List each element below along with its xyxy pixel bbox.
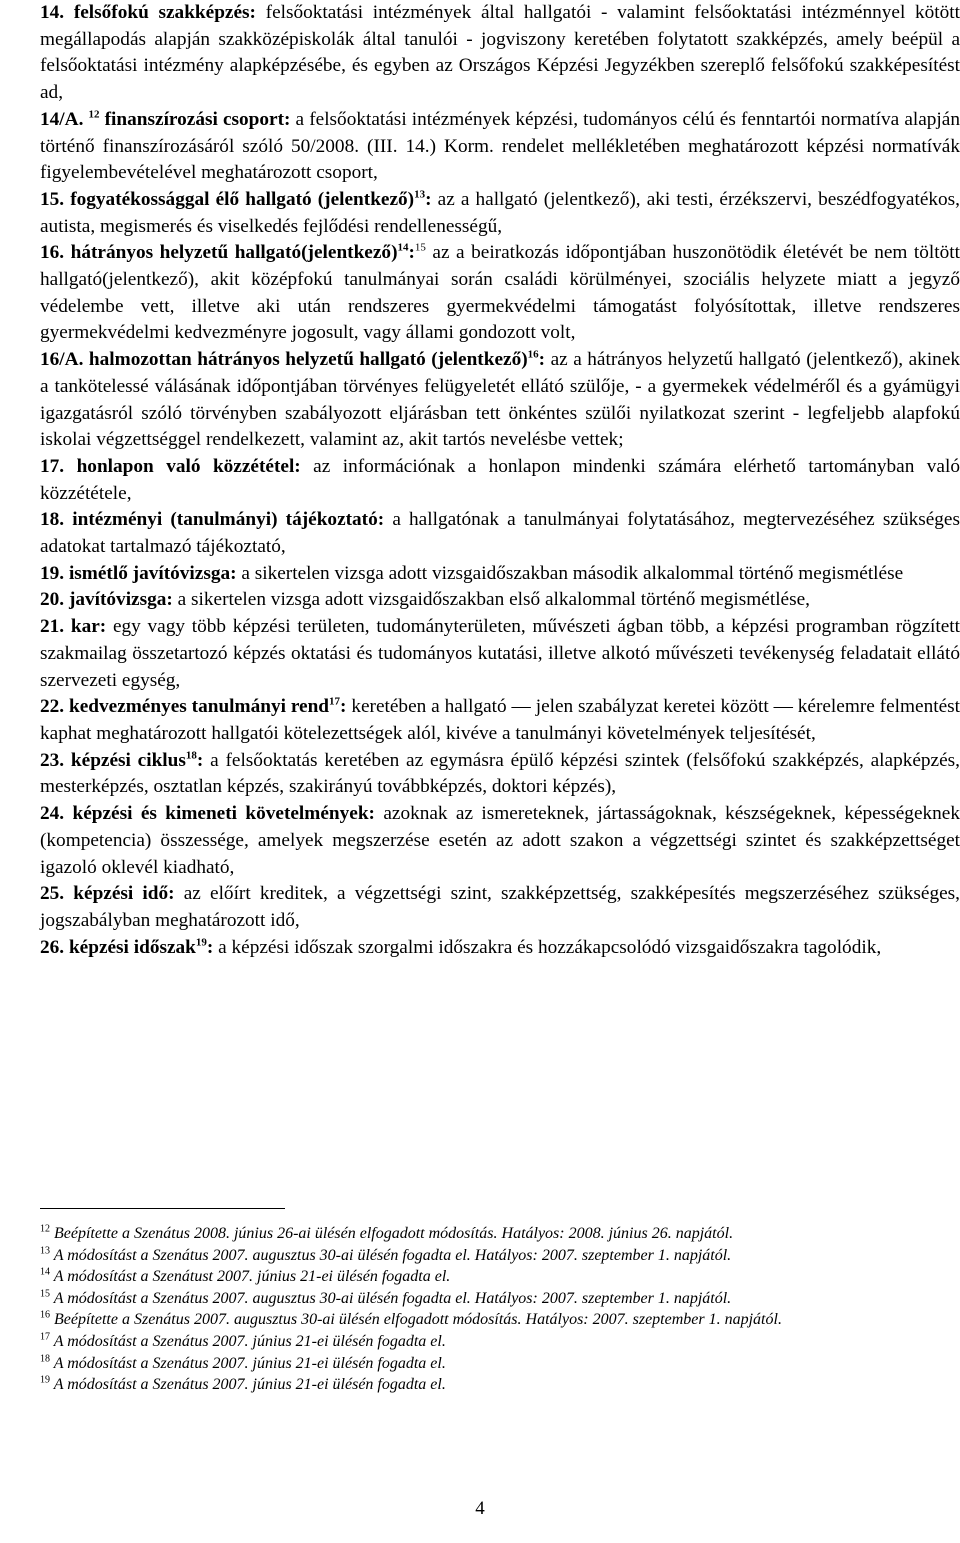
term-label: kedvezményes tanulmányi rend — [68, 696, 330, 718]
definition-entry — [40, 507, 960, 560]
term-label: ismétlő javítóvizsga: — [68, 562, 237, 584]
term-separator: : — [538, 349, 546, 371]
term-label: hátrányos helyzetű hallgató(jelentkező) — [70, 242, 398, 264]
definition-entry — [40, 935, 960, 962]
term-separator: : — [340, 696, 347, 718]
definition-entry — [40, 187, 960, 240]
definition-text: felsőoktatási intézmények által hallgatói - valamint felsőoktatási intézménnyel kötött megállapodás alapján szakközépiskolák által tanulói - jogviszony keretében folytatott szakképzés, amely beépül a felsőoktatási intézmény alapképzésébe, és egyben az Országos Képzési Jegyzékben szereplő felsőfokú szakképesítést ad, — [40, 2, 960, 104]
footnote-number: 15 — [40, 1288, 50, 1300]
definition-number: 17. — [40, 455, 65, 477]
definition-entry — [40, 240, 960, 347]
footnote-number: 19 — [40, 1374, 50, 1386]
footnote-text: A módosítást a Szenátus 2007. június 21-ei ülésén fogadta el. — [53, 1354, 446, 1372]
footnote-number: 17 — [40, 1331, 50, 1343]
footnote-ref: 13 — [414, 188, 426, 201]
term-separator: : — [408, 242, 415, 264]
definition-term — [40, 750, 203, 771]
definition-text: az előírt kreditek, a végzettségi szint, szakképzettség, szakképesítés megszerzéséhez szükséges, jogszabályban meghatározott idő, — [40, 883, 960, 931]
definition-number: 25. — [40, 883, 65, 905]
page-number: 4 — [475, 1498, 485, 1519]
footnote-ref: 14 — [397, 241, 409, 254]
definition-entry — [40, 694, 960, 747]
definition-entry — [40, 801, 960, 881]
definition-text: az a hátrányos helyzetű hallgató (jelentkező), akinek a tankötelessé válásának időpontjában törvényes felügyeletét ellátó szülője, - a gyermekek védelméről és a gyámügyi igazgatásról szóló törvényben szabályozott eljárásban tett önkéntes szülői nyilatkozat szerint - legfeljebb alapfokú iskolai végzettséggel rendelkezett, valamint az, akit tartós nevelésbe vettek; — [40, 349, 960, 451]
definition-text: egy vagy több képzési területen, tudományterületen, művészeti ágban több, a képzési programban rögzített szakmailag összetartozó képzés oktatási és tudományos kutatási, illetve alkotó művészeti tevékenység feladatait ellátó szervezeti egység, — [40, 616, 960, 691]
footnote-ref: 12 — [88, 108, 100, 121]
term-label: intézményi (tanulmányi) tájékoztató: — [72, 509, 385, 531]
definition-term — [40, 563, 237, 584]
definitions-list — [40, 0, 960, 961]
definition-number: 22. — [40, 696, 65, 718]
term-label: fogyatékossággal élő hallgató (jelentkező) — [70, 188, 415, 210]
footnote-ref: 18 — [185, 749, 197, 762]
term-separator: : — [425, 188, 432, 210]
footnotes-list — [40, 1223, 958, 1396]
definition-text: a hallgatónak a tanulmányai folytatásához, megtervezéséhez szükséges adatokat tartalmazó tájékoztató, — [40, 509, 960, 558]
definition-number: 16. — [40, 242, 65, 264]
definition-text: az a hallgató (jelentkező), aki testi, érzékszervi, beszédfogyatékos, autista, megismerés és viselkedés fejlődési rendellenességű, — [40, 188, 960, 237]
definition-term — [40, 242, 415, 263]
footnote — [40, 1353, 958, 1375]
footnote — [40, 1223, 958, 1245]
term-label: képzési időszak — [68, 936, 196, 958]
definition-term — [40, 456, 301, 477]
term-label: képzési idő: — [73, 883, 175, 905]
footnote-text: A módosítást a Szenátust 2007. június 21-ei ülésén fogadta el. — [53, 1268, 451, 1286]
definition-term — [40, 883, 175, 904]
footnote — [40, 1288, 958, 1310]
definition-entry — [40, 748, 960, 801]
footnote-text: Beépítette a Szenátus 2007. augusztus 30-ai ülésén elfogadott módosítás. Hatályos: 2007. szeptember 1. napjától. — [54, 1311, 782, 1329]
definition-number: 14/A. — [40, 108, 84, 130]
definition-text: a sikertelen vizsga adott vizsgaidőszakban első alkalommal történő megismétlése, — [172, 589, 810, 611]
definition-number: 20. — [40, 589, 65, 611]
definition-term — [40, 616, 106, 637]
definition-entry — [40, 454, 960, 507]
footnote-ref: 17 — [329, 695, 341, 708]
term-label: finanszírozási csoport: — [104, 108, 291, 130]
definition-number: 24. — [40, 803, 65, 825]
footnote-ref: 15 — [414, 241, 426, 254]
definition-term — [40, 2, 256, 23]
definition-term — [40, 509, 384, 530]
term-separator: : — [196, 749, 204, 771]
definition-term — [40, 937, 213, 958]
footnote-text: A módosítást a Szenátus 2007. augusztus 30-ai ülésén fogadta el. Hatályos: 2007. szeptember 1. napjától. — [53, 1246, 732, 1264]
definition-term — [40, 109, 290, 130]
definition-text: az információnak a honlapon mindenki számára elérhető tartományban való közzététele, — [40, 455, 960, 504]
footnote — [40, 1266, 958, 1288]
definition-number: 15. — [40, 188, 65, 210]
term-label: javítóvizsga: — [68, 589, 173, 611]
definition-entry — [40, 881, 960, 934]
definition-term — [40, 803, 375, 824]
definition-text: a felsőoktatás keretében az egymásra épülő képzési szintek (felsőfokú szakképzés, alapképzés, mesterképzés, osztatlan képzés, szakirányú továbbképzés, doktori képzés), — [40, 749, 960, 798]
term-label: honlapon való közzététel: — [76, 455, 301, 477]
definition-entry — [40, 561, 960, 588]
definition-term — [40, 189, 432, 210]
footnote-number: 12 — [40, 1223, 50, 1235]
term-label: kar: — [70, 616, 107, 638]
footnote — [40, 1309, 958, 1331]
footnote — [40, 1331, 958, 1353]
footnote-ref: 16 — [527, 348, 539, 361]
footnote-separator — [40, 1208, 285, 1209]
footnote-ref: 19 — [195, 936, 207, 949]
definition-number: 14. — [40, 2, 65, 23]
definition-number: 26. — [40, 936, 65, 958]
definition-number: 18. — [40, 509, 65, 531]
definition-number: 21. — [40, 616, 65, 638]
definition-entry — [40, 347, 960, 454]
definition-number: 23. — [40, 749, 65, 771]
footnote — [40, 1245, 958, 1267]
definition-text: az a beiratkozás időpontjában huszonötödik életévét be nem töltött hallgató(jelentkező), akit középfokú tanulmányai során családi körülményei, szociális helyzete miatt a jegyző védelembe vett, illetve aki után rendszeres gyermekvédelmi támogatást folyósítottak, illetve rendszeres gyermekvédelmi kedvezményre jogosult, vagy állami gondozott volt, — [40, 242, 960, 344]
definition-term — [40, 589, 173, 610]
footnote — [40, 1374, 958, 1396]
term-separator: : — [206, 936, 214, 958]
footnote-number: 18 — [40, 1353, 50, 1365]
definition-entry — [40, 0, 960, 107]
footnote-text: Beépítette a Szenátus 2008. június 26-ai ülésén elfogadott módosítás. Hatályos: 2008. június 26. napjától. — [54, 1225, 734, 1242]
footnote-text: A módosítást a Szenátus 2007. június 21-ei ülésén fogadta el. — [53, 1332, 446, 1350]
term-label: felsőfokú szakképzés: — [73, 2, 256, 23]
footnote-number: 13 — [40, 1245, 50, 1257]
definition-entry — [40, 614, 960, 694]
definition-entry — [40, 587, 960, 614]
footnote-number: 16 — [40, 1310, 50, 1322]
term-label: halmozottan hátrányos helyzetű hallgató (jelentkező) — [88, 349, 528, 371]
definition-number: 19. — [40, 562, 65, 584]
term-label: képzési ciklus — [70, 749, 186, 771]
definition-text: a sikertelen vizsga adott vizsgaidőszakban második alkalommal történő megismétlése — [236, 562, 904, 584]
footnote-text: A módosítást a Szenátus 2007. június 21-ei ülésén fogadta el. — [53, 1376, 446, 1394]
definition-term — [40, 349, 545, 370]
definition-term — [40, 696, 346, 717]
definition-text: azoknak az ismereteknek, jártasságoknak, készségeknek, képességeknek (kompetencia) összessége, amelyek megszerzése esetén az adott szakon a végzettségi szintet és szakképzettséget igazoló oklevél kiadható, — [40, 803, 960, 878]
definition-text: a képzési időszak szorgalmi időszakra és hozzákapcsolódó vizsgaidőszakra tagolódik, — [213, 936, 882, 958]
definition-number: 16/A. — [40, 349, 84, 371]
footnote-text: A módosítást a Szenátus 2007. augusztus 30-ai ülésén fogadta el. Hatályos: 2007. szeptember 1. napjától. — [53, 1289, 732, 1307]
definition-text: a felsőoktatási intézmények képzési, tudományos célú és fenntartói normatíva alapján történő finanszírozásáról szóló 50/2008. (III. 14.) Korm. rendelet mellékletében meghatározott képzési normatívák figyelembevételével meghatározott csoport, — [40, 108, 960, 184]
definition-text: keretében a hallgató — jelen szabályzat keretei között — kérelemre felmentést kaphat meghatározott hallgatói kötelezettségek alól, kivéve a tanulmányi követelmények teljesítését, — [40, 696, 960, 744]
footnote-number: 14 — [40, 1266, 50, 1278]
definition-entry — [40, 107, 960, 187]
term-label: képzési és kimeneti követelmények: — [72, 803, 375, 825]
